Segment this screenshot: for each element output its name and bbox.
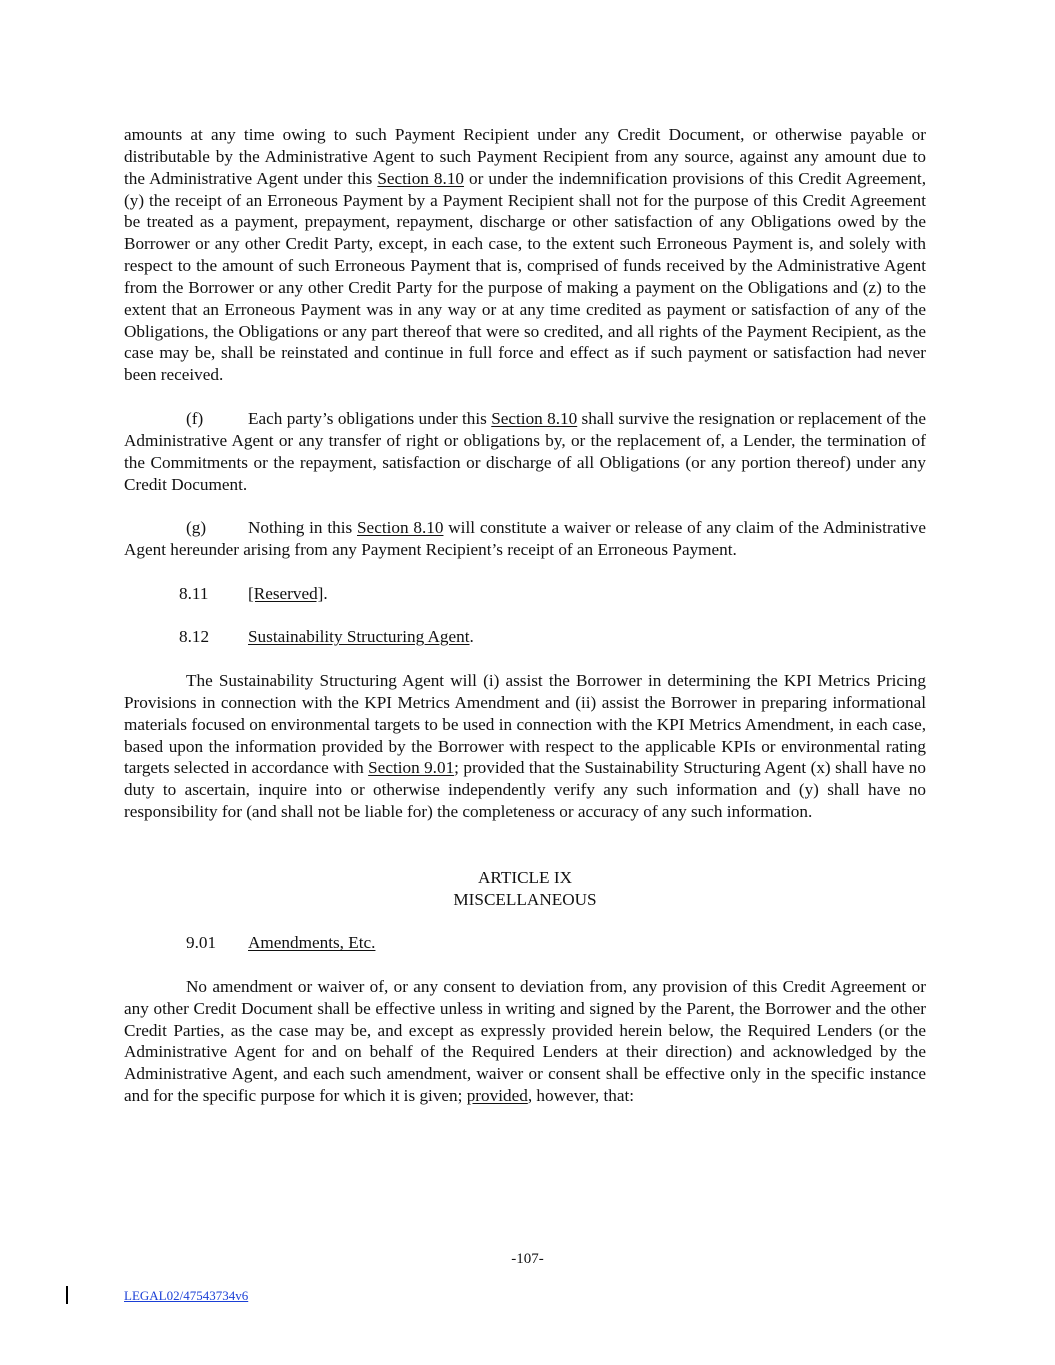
clause-label: (g) <box>186 518 207 538</box>
section-number: 9.01 <box>186 933 217 953</box>
section-reference-link: Section 9.01 <box>368 758 455 778</box>
article-title: ARTICLE IX <box>478 867 572 887</box>
clause-label: (f) <box>186 408 204 428</box>
paragraph-f: (f) Each party’s obligations under this Section 8.10 shall survive the resignation or replacement of the Administrative Agent or any transfer of right or obligations by, or the replacement of, a Lender, the termination of the Commitments or the repayment, satisfaction or discharge of all Obligations (or any portion thereof) under any Credit Document. <box>124 408 926 494</box>
section-heading-8-11: 8.11 [Reserved]. <box>179 583 328 603</box>
section-reference-link: Section 8.10 <box>357 518 444 538</box>
proviso-term: provided <box>466 1086 528 1106</box>
document-id-link[interactable]: LEGAL02/47543734v6 <box>124 1288 249 1303</box>
page-number: -107- <box>511 1251 544 1267</box>
paragraph-erroneous-payment-continued: amounts at any time owing to such Payment Recipient under any Credit Document, or otherwise payable or distributable by the Administrative Agent to such Payment Recipient from any source, against any amount due to the Administrative Agent under this Section 8.10 or under the indemnification provisions of this Credit Agreement, (y) the receipt of an Erroneous Payment by a Payment Recipient shall not for the purpose of this Credit Agreement be treated as a payment, prepayment, repayment, discharge or other satisfaction of any Obligations owed by the Borrower or any other Credit Party, except, in each case, to the extent such Erroneous Payment is, and solely with respect to the amount of such Erroneous Payment that is, comprised of funds received by the Administrative Agent from the Borrower or any other Credit Party for the purpose of making a payment on the Obligations and (z) to the extent that an Erroneous Payment was in any way or at any time credited as payment or satisfaction of any of the Obligations, the Obligations or any part thereof that were so credited, and all rights of the Payment Recipient, as the case may be, shall be reinstated and continue in full force and effect as if such payment or satisfaction had never been received. <box>124 125 926 385</box>
article-heading <box>124 867 926 911</box>
section-number: 8.12 <box>179 627 210 647</box>
section-title: [Reserved] <box>248 583 324 603</box>
section-title: Amendments, Etc. <box>248 933 376 953</box>
section-reference-link: Section 8.10 <box>491 408 578 428</box>
paragraph-sustainability-agent: The Sustainability Structuring Agent will (i) assist the Borrower in determining the KPI Metrics Pricing Provisions in connection with the KPI Metrics Amendment and (ii) assist the Borrower in preparing informational materials focused on environmental targets to be used in connection with the KPI Metrics Amendment, in each case, based upon the information provided by the Borrower with respect to the applicable KPIs or environmental rating targets selected in accordance with Section 9.01; provided that the Sustainability Structuring Agent (x) shall have no duty to ascertain, inquire into or otherwise independently verify any such information and (y) shall have no responsibility for (and shall not be liable for) the completeness or accuracy of any such information. <box>124 671 926 822</box>
paragraph-g: (g) Nothing in this Section 8.10 will constitute a waiver or release of any claim of the Administrative Agent hereunder arising from any Payment Recipient’s receipt of an Erroneous Payment. <box>124 518 926 560</box>
paragraph-amendments: No amendment or waiver of, or any consent to deviation from, any provision of this Credit Agreement or any other Credit Document shall be effective unless in writing and signed by the Parent, the Borrower and the other Credit Parties, as the case may be, and except as expressly provided herein below, the Required Lenders (or the Administrative Agent for and on behalf of the Required Lenders at their direction) and acknowledged by the Administrative Agent, and each such amendment, waiver or consent shall be effective only in the specific instance and for the specific purpose for which it is given; provided, however, that: <box>124 976 926 1106</box>
section-title: Sustainability Structuring Agent <box>248 627 470 647</box>
section-heading-9-01 <box>124 932 926 954</box>
document-page <box>124 124 926 1129</box>
section-heading-8-12: 8.12 Sustainability Structuring Agent. <box>179 627 474 647</box>
section-reference-link: Section 8.10 <box>377 168 465 188</box>
section-number: 8.11 <box>179 583 209 603</box>
article-subtitle: MISCELLANEOUS <box>453 889 597 909</box>
revision-change-bar <box>66 1286 68 1304</box>
